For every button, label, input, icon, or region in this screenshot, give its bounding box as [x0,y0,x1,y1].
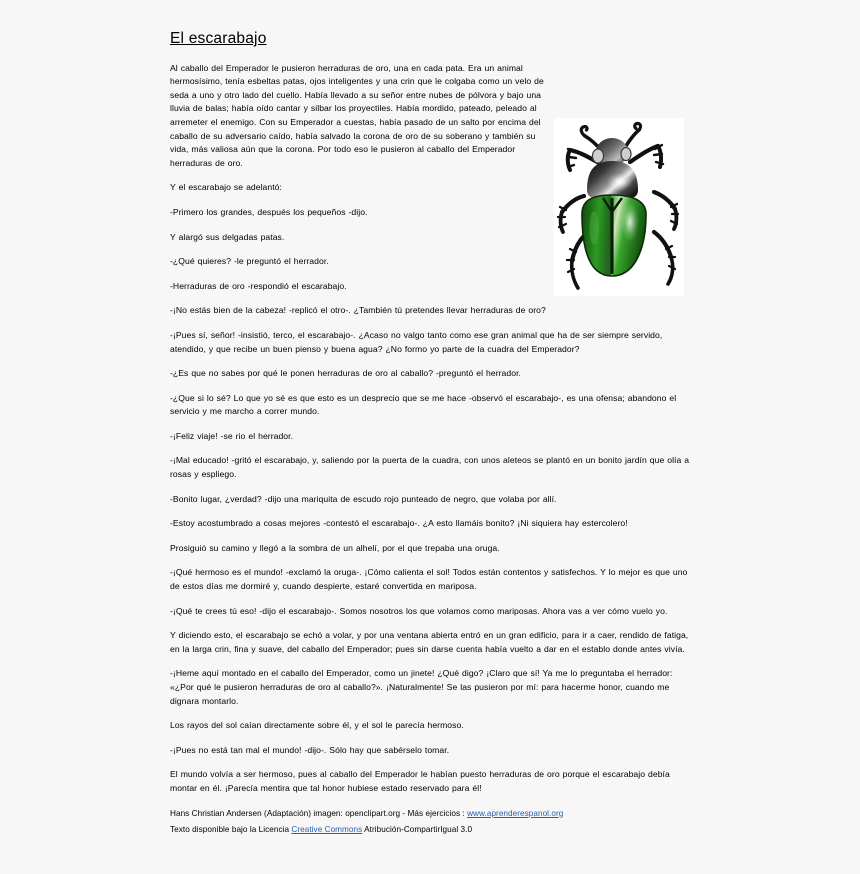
footer-license-line [170,823,690,836]
paragraph-11: -¡Feliz viaje! -se rio el herrador. [170,430,294,441]
paragraph-22: El mundo volvía a ser hermoso, pues al caballo del Emperador le habían puesto herraduras de oro porque el escarabajo debía montar en él. ¡Parecía mentira que tal honor hubiese estado reservado para él! [170,769,670,793]
paragraph-1: Al caballo del Emperador le pusieron herraduras de oro, una en cada pata. Era un animal hermosísimo, tenía esbeltas patas, ojos inteligentes y una crin que le colgaba como un velo de seda a uno y otro lado del cuello. Había llevado a su señor entre nubes de pólvora y bajo una lluvia de balas; había oído cantar y silbar los proyectiles. Había mordido, pateado, peleado al arremeter el enemigo. Con su Emperador a cuestas, había pasado de un salto por encima del caballo de su adversario caído, había salvado la corona de oro de su soberano y también su vida, más valiosa aún que la corona. Por todo eso le pusieron al caballo del Emperador herraduras de oro. [170,62,544,168]
paragraph-7: -¡No estás bien de la cabeza! -replicó el otro-. ¿También tú pretendes llevar herraduras de oro? [170,305,546,316]
paragraph-21: -¡Pues no está tan mal el mundo! -dijo-. Sólo hay que sabérselo tomar. [170,744,450,755]
paragraph-8: -¡Pues sí, señor! -insistió, terco, el escarabajo-. ¿Acaso no valgo tanto como ese gran animal que ha de ser siempre servido, atendido, y que recibe un buen pienso y buena agua? ¿No formo yo parte de la cuadra del Emperador? [170,329,663,354]
footer-license-suffix: Atribución-CompartirIgual 3.0 [362,824,473,834]
beetle-icon [554,118,684,296]
aprenderespanol-link[interactable]: www.aprenderespanol.org [467,808,564,818]
footer-credit-line [170,807,690,820]
paragraph-9: -¿Es que no sabes por qué le ponen herraduras de oro al caballo? -preguntó el herrador. [170,368,521,379]
paragraph-16: -¡Qué hermoso es el mundo! -exclamó la oruga-. ¡Cómo calienta el sol! Todos están contentos y satisfechos. Y lo mejor es que uno de estos días me dormiré y, cuando despierte, estaré convertida en mariposa. [170,567,688,592]
paragraph-14: -Estoy acostumbrado a cosas mejores -contestó el escarabajo-. ¿A esto llamáis bonito? ¡Ni siquiera hay estercolero! [170,518,628,529]
beetle-illustration [554,118,684,296]
paragraph-5: -¿Qué quieres? -le preguntó el herrador. [170,256,329,267]
paragraph-2: Y el escarabajo se adelantó: [170,182,282,193]
paragraph-17: -¡Qué te crees tú eso! -dijo el escarabajo-. Somos nosotros los que volamos como mariposas. Ahora vas a ver cómo vuelo yo. [170,605,668,616]
paragraph-18: Y diciendo esto, el escarabajo se echó a volar, y por una ventana abierta entró en un gran edificio, para ir a caer, rendido de fatiga, en la larga crin, fina y suave, del caballo del Emperador; pues sin darse cuenta había vuelto a dar en el establo donde antes vivía. [170,630,689,654]
footer-license-prefix: Texto disponible bajo la Licencia [170,824,292,834]
document-footer [170,807,690,836]
paragraph-12: -¡Mal educado! -gritó el escarabajo, y, saliendo por la puerta de la cuadra, con unos aleteos se plantó en un bonito jardín que olía a rosas y espliego. [170,455,690,480]
paragraph-10: -¿Que si lo sé? Lo que yo sé es que esto es un desprecio que se me hace -observó el escarabajo-, es una ofensa; abandono el servicio y me marcho a correr mundo. [170,392,677,417]
paragraph-6: -Herraduras de oro -respondió el escarabajo. [170,280,347,291]
paragraph-13: -Bonito lugar, ¿verdad? -dijo una mariquita de escudo rojo punteado de negro, que volaba por allí. [170,493,557,504]
paragraph-4: Y alargó sus delgadas patas. [170,231,285,242]
creative-commons-link[interactable]: Creative Commons [291,824,363,834]
paragraph-3: -Primero los grandes, después los pequeños -dijo. [170,206,368,217]
paragraph-15: Prosiguió su camino y llegó a la sombra de un alhelí, por el que trepaba una oruga. [170,542,500,553]
footer-credit-text: Hans Christian Andersen (Adaptación) imagen: openclipart.org - Más ejercicios : [170,808,468,818]
paragraph-20: Los rayos del sol caían directamente sobre él, y el sol le parecía hermoso. [170,720,464,731]
paragraph-19: -¡Heme aquí montado en el caballo del Emperador, como un jinete! ¿Qué digo? ¡Claro que sí! Ya me lo preguntaba el herrador: «¿Por qué le pusieron herraduras de oro al caballo?». ¡Naturalmente! Se las pusieron por mí: para hacerme honor, cuando me dignara montarlo. [170,668,673,706]
page-title: El escarabajo [170,30,267,47]
